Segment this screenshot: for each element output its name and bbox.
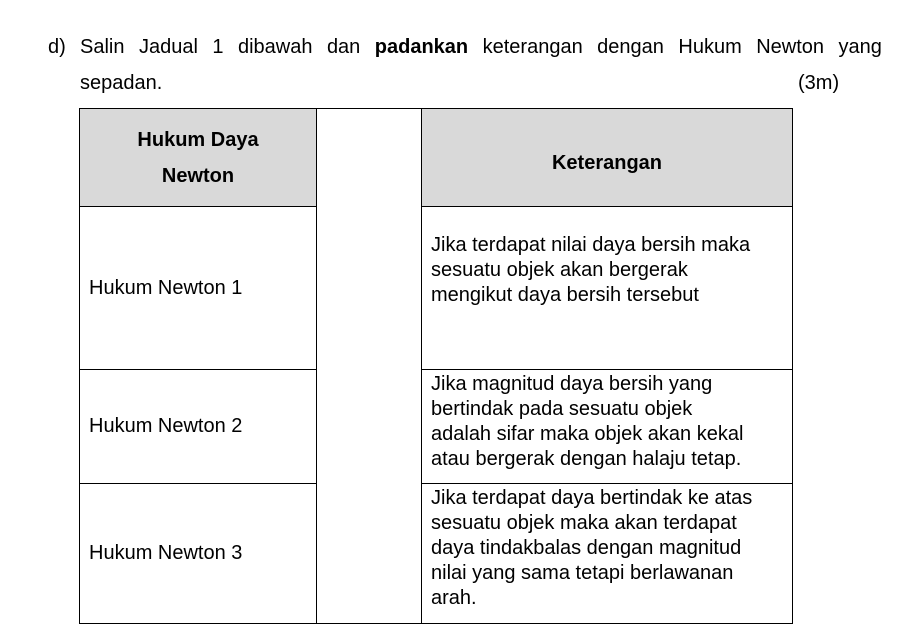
word: Salin bbox=[80, 36, 125, 58]
description-line: Jika magnitud daya bersih yang bbox=[431, 373, 713, 395]
table-header-row bbox=[80, 109, 793, 207]
table-row bbox=[80, 207, 793, 370]
description-cell bbox=[422, 207, 793, 370]
description-cell bbox=[422, 484, 793, 624]
table-row bbox=[80, 484, 793, 624]
matching-gap-column bbox=[317, 109, 422, 624]
word: Jadual bbox=[138, 36, 198, 58]
matching-table bbox=[79, 108, 793, 624]
word: Newton bbox=[756, 36, 825, 58]
law-cell: Hukum Newton 2 bbox=[80, 370, 317, 484]
description-line: sesuatu objek maka akan terdapat bbox=[431, 512, 737, 534]
question-text-line-2: sepadan. bbox=[80, 72, 163, 94]
bold-word: padankan bbox=[374, 36, 469, 58]
question-label: d) bbox=[48, 36, 66, 58]
header-law-line-2: Newton bbox=[161, 164, 235, 187]
law-cell: Hukum Newton 1 bbox=[80, 207, 317, 370]
table-row bbox=[80, 370, 793, 484]
description-line: Jika terdapat daya bertindak ke atas bbox=[431, 487, 753, 509]
description-line: bertindak pada sesuatu objek bbox=[431, 398, 693, 420]
word: dengan bbox=[597, 36, 664, 58]
description-line: adalah sifar maka objek akan kekal bbox=[431, 423, 744, 445]
law-cell: Hukum Newton 3 bbox=[80, 484, 317, 624]
description-line: Jika terdapat nilai daya bersih maka bbox=[431, 234, 751, 256]
description-line: sesuatu objek akan bergerak bbox=[431, 259, 688, 281]
description-line: arah. bbox=[431, 587, 477, 609]
word: dan bbox=[326, 36, 361, 58]
description-line: daya tindakbalas dengan magnitud bbox=[431, 537, 742, 559]
description-cell bbox=[422, 370, 793, 484]
word: keterangan bbox=[482, 36, 583, 58]
header-law bbox=[80, 109, 317, 207]
word: dibawah bbox=[237, 36, 313, 58]
header-description: Keterangan bbox=[422, 109, 793, 207]
header-law-line-1: Hukum Daya bbox=[137, 128, 259, 151]
word: yang bbox=[838, 36, 882, 58]
word: Hukum bbox=[678, 36, 742, 58]
question-text-line-1 bbox=[80, 36, 882, 59]
description-line: mengikut daya bersih tersebut bbox=[431, 284, 699, 306]
description-line: nilai yang sama tetapi berlawanan bbox=[431, 562, 734, 584]
marks-label: (3m) bbox=[798, 72, 840, 94]
description-line: atau bergerak dengan halaju tetap. bbox=[431, 448, 742, 470]
word: 1 bbox=[212, 36, 224, 58]
